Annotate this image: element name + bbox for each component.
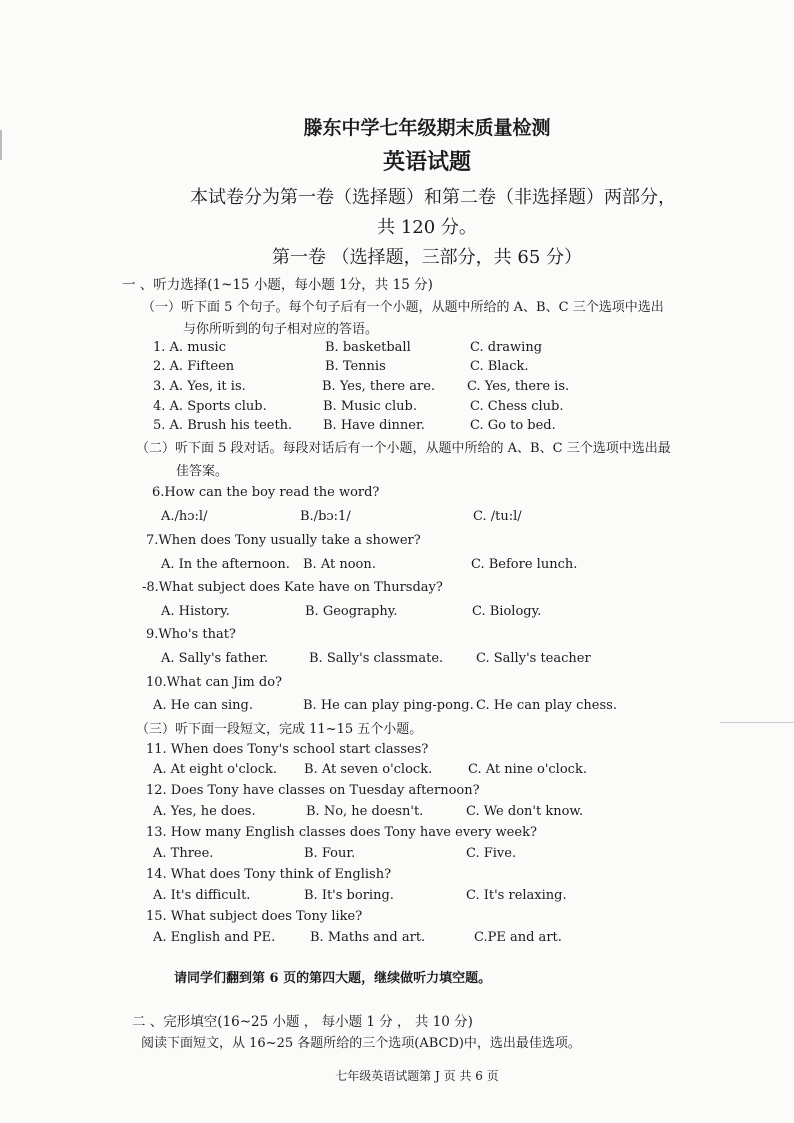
q12-option-c: C. We don't know.: [466, 804, 584, 819]
q4-option-a: 4. A. Sports club.: [153, 399, 267, 414]
q7-option-c: C. Before lunch.: [471, 557, 578, 572]
q2-option-c: C. Black.: [470, 359, 529, 374]
q2-option-a: 2. A. Fifteen: [153, 359, 235, 374]
q8-option-a: A. History.: [161, 604, 230, 619]
q8-option-c: C. Biology.: [472, 604, 542, 619]
listening-note: 请同学们翻到第 6 页的第四大题，继续做听力填空题。: [174, 971, 492, 986]
q1-option-c: C. drawing: [470, 340, 543, 355]
q3-option-c: C. Yes, there is.: [467, 379, 570, 394]
intro-line-2: 共 120 分。: [377, 217, 477, 238]
q7-option-b: B. At noon.: [303, 557, 376, 572]
section1-instruction-1: （一）听下面 5 个句子。每个句子后有一个小题，从题中所给的 A、B、C 三个选项中选出: [142, 300, 664, 315]
q9-option-c: C. Sally's teacher: [476, 651, 591, 666]
q13-option-a: A. Three.: [153, 846, 214, 861]
q13-question: 13. How many English classes does Tony have every week?: [146, 825, 537, 840]
q4-option-b: B. Music club.: [323, 399, 418, 414]
q4-option-c: C. Chess club.: [470, 399, 564, 414]
volume1-heading: 第一卷 （选择题，三部分，共 65 分）: [271, 247, 583, 268]
scan-fold-mark: [720, 722, 794, 723]
q8-question: -8.What subject does Kate have on Thursday?: [142, 580, 443, 595]
part2-title: 二 、完形填空(16~25 小题 ， 每小题 1 分 ， 共 10 分): [132, 1014, 473, 1030]
q10-question: 10.What can Jim do?: [146, 675, 282, 690]
q14-option-b: B. It's boring.: [304, 888, 394, 903]
q7-option-a: A. In the afternoon.: [161, 557, 290, 572]
q15-question: 15. What subject does Tony like?: [146, 909, 363, 924]
q11-option-a: A. At eight o'clock.: [153, 762, 278, 777]
section1-instruction-2: 与你所听到的句子相对应的答语。: [183, 322, 379, 337]
q11-option-c: C. At nine o'clock.: [468, 762, 587, 777]
q6-option-a: A./hɔ:l/: [161, 509, 208, 524]
intro-line-1: 本试卷分为第一卷（选择题）和第二卷（非选择题）两部分，: [190, 187, 676, 208]
q9-question: 9.Who's that?: [146, 627, 236, 642]
q5-option-b: B. Have dinner.: [323, 418, 425, 433]
q15-option-c: C.PE and art.: [474, 930, 562, 945]
q7-question: 7.When does Tony usually take a shower?: [146, 533, 421, 548]
q3-option-a: 3. A. Yes, it is.: [153, 379, 246, 394]
q1-option-a: 1. A. music: [153, 340, 226, 355]
section2-instruction-1: （二）听下面 5 段对话。每段对话后有一个小题，从题中所给的 A、B、C 三个选项中选出最: [136, 441, 671, 456]
q15-option-b: B. Maths and art.: [310, 930, 426, 945]
q14-question: 14. What does Tony think of English?: [146, 867, 392, 882]
q12-option-a: A. Yes, he does.: [153, 804, 256, 819]
q8-option-b: B. Geography.: [305, 604, 398, 619]
scan-edge-mark: [0, 130, 2, 160]
exam-subject-title: 英语试题: [382, 149, 471, 175]
q15-option-a: A. English and PE.: [153, 930, 276, 945]
part2-instruction: 阅读下面短文，从 16~25 各题所给的三个选项(ABCD)中，选出最佳选项。: [141, 1036, 581, 1051]
q9-option-b: B. Sally's classmate.: [309, 651, 444, 666]
q6-option-b: B./bɔ:1/: [300, 509, 351, 524]
q10-option-a: A. He can sing.: [153, 698, 254, 713]
q13-option-c: C. Five.: [466, 846, 517, 861]
q12-option-b: B. No, he doesn't.: [306, 804, 424, 819]
q11-question: 11. When does Tony's school start classes?: [146, 742, 429, 757]
q5-option-a: 5. A. Brush his teeth.: [153, 418, 293, 433]
part1-title: 一 、听力选择(1~15 小题，每小题 1分，共 15 分): [122, 277, 433, 293]
section2-instruction-2: 佳答案。: [176, 464, 229, 479]
q1-option-b: B. basketball: [325, 340, 411, 355]
q6-option-c: C. /tu:l/: [473, 509, 522, 524]
q2-option-b: B. Tennis: [325, 359, 386, 374]
section3-instruction: （三）听下面一段短文，完成 11~15 五个小题。: [136, 722, 423, 737]
q10-option-c: C. He can play chess.: [476, 698, 617, 713]
q13-option-b: B. Four.: [304, 846, 356, 861]
q3-option-b: B. Yes, there are.: [322, 379, 436, 394]
q9-option-a: A. Sally's father.: [161, 651, 269, 666]
q14-option-c: C. It's relaxing.: [466, 888, 567, 903]
q6-question: 6.How can the boy read the word?: [152, 485, 380, 500]
q5-option-c: C. Go to bed.: [470, 418, 556, 433]
q12-question: 12. Does Tony have classes on Tuesday afternoon?: [146, 783, 480, 798]
q10-option-b: B. He can play ping-pong.: [303, 698, 474, 713]
q11-option-b: B. At seven o'clock.: [304, 762, 433, 777]
exam-school-title: 滕东中学七年级期末质量检测: [303, 117, 551, 139]
q14-option-a: A. It's difficult.: [153, 888, 251, 903]
page-footer: 七年级英语试题第 J 页 共 6 页: [335, 1069, 499, 1083]
